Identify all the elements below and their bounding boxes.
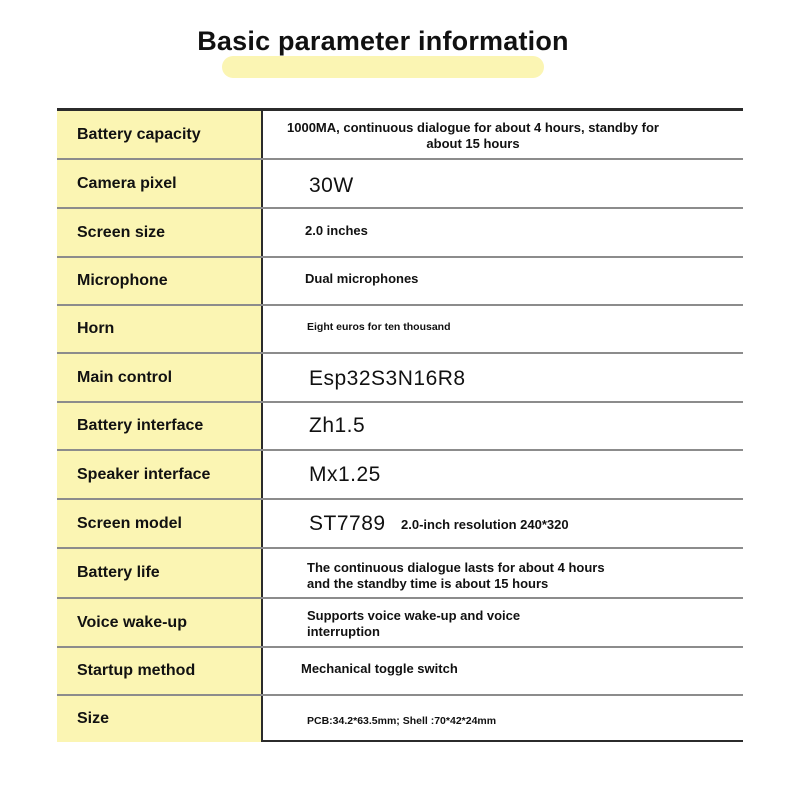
table-row-battery-life <box>57 549 743 599</box>
row-value <box>263 403 743 449</box>
row-value <box>263 696 743 742</box>
value-text: Esp32S3N16R8 <box>309 367 466 390</box>
value-detail: 2.0-inch resolution 240*320 <box>401 517 569 532</box>
row-label: Size <box>57 696 263 742</box>
row-value <box>263 354 743 401</box>
value-line-2: about 15 hours <box>426 136 520 151</box>
table-row-screen-model <box>57 500 743 549</box>
row-value <box>263 451 743 498</box>
value-line-1: 1000MA, continuous dialogue for about 4 hours, standby for <box>287 120 659 135</box>
value-text: Dual microphones <box>305 271 419 286</box>
row-label: Main control <box>57 354 263 401</box>
table-row-battery-capacity <box>57 111 743 160</box>
value-text: 30W <box>309 174 354 197</box>
page-title: Basic parameter information <box>197 26 569 56</box>
row-label: Speaker interface <box>57 451 263 498</box>
row-value <box>263 599 743 646</box>
table-row-camera-pixel <box>57 160 743 209</box>
row-label: Battery capacity <box>57 111 263 158</box>
table-row-screen-size <box>57 209 743 258</box>
row-label: Battery life <box>57 549 263 597</box>
value-text: Eight euros for ten thousand <box>307 321 451 333</box>
value-text: Mechanical toggle switch <box>301 661 458 676</box>
parameter-table <box>57 108 743 742</box>
row-value <box>263 306 743 352</box>
row-label: Camera pixel <box>57 160 263 207</box>
table-row-startup-method <box>57 648 743 696</box>
table-row-horn <box>57 306 743 354</box>
table-row-battery-interface <box>57 403 743 451</box>
row-label: Horn <box>57 306 263 352</box>
row-label: Startup method <box>57 648 263 694</box>
row-value <box>263 549 743 597</box>
title-highlight <box>222 56 544 78</box>
value-text: ST7789 <box>309 512 386 535</box>
value-text: Mx1.25 <box>309 463 381 486</box>
value-line-2: interruption <box>307 624 380 639</box>
title-area <box>0 0 800 90</box>
value-line-1: Supports voice wake-up and voice <box>307 608 521 623</box>
row-label: Screen model <box>57 500 263 547</box>
table-row-speaker-interface <box>57 451 743 500</box>
row-value <box>263 111 743 158</box>
row-value <box>263 209 743 256</box>
value-line-1: The continuous dialogue lasts for about 4 hours <box>307 560 605 575</box>
row-label: Microphone <box>57 258 263 304</box>
row-label: Voice wake-up <box>57 599 263 646</box>
value-line-2: and the standby time is about 15 hours <box>307 576 549 591</box>
value-text: Zh1.5 <box>309 414 366 437</box>
row-label: Screen size <box>57 209 263 256</box>
row-value <box>263 160 743 207</box>
table-row-size <box>57 696 743 742</box>
table-row-voice-wake-up <box>57 599 743 648</box>
value-text: 2.0 inches <box>305 223 368 238</box>
row-label: Battery interface <box>57 403 263 449</box>
row-value <box>263 258 743 304</box>
value-text: PCB:34.2*63.5mm; Shell :70*42*24mm <box>307 715 497 727</box>
table-row-main-control <box>57 354 743 403</box>
row-value <box>263 648 743 694</box>
table-row-microphone <box>57 258 743 306</box>
row-value <box>263 500 743 547</box>
